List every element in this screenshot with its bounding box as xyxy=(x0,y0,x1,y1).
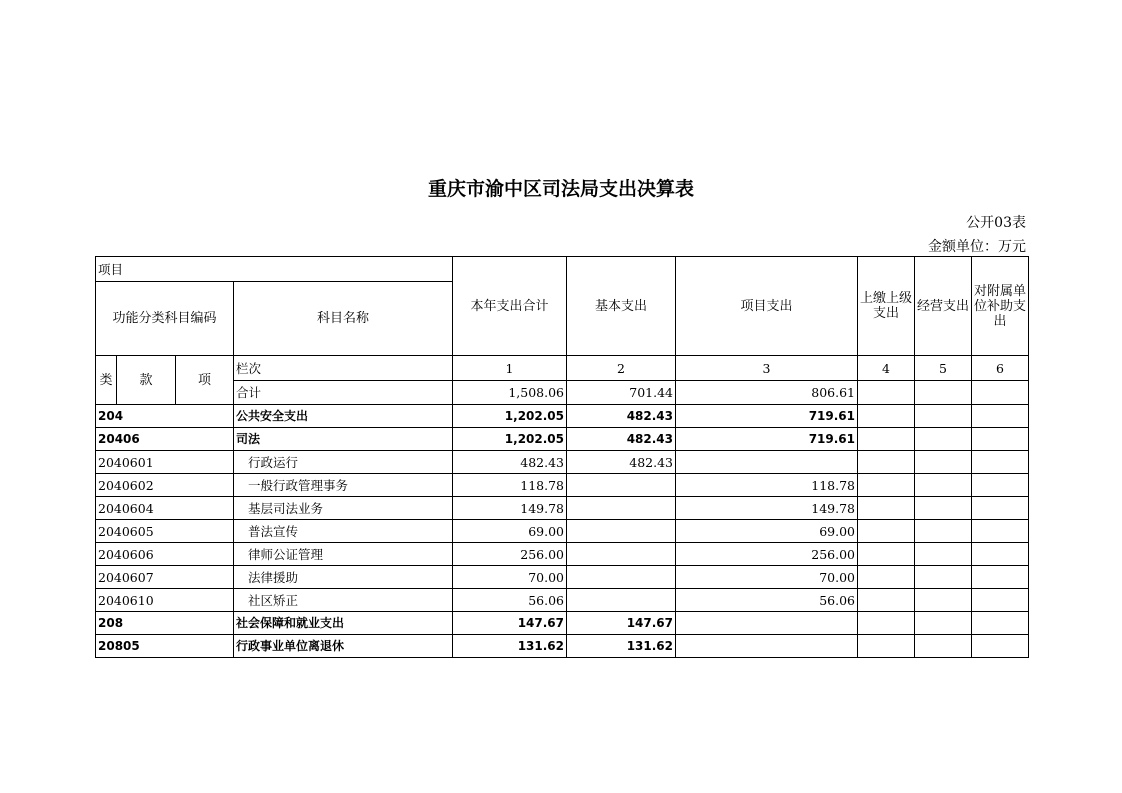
empty-cell xyxy=(858,635,915,658)
header-col-business: 经营支出 xyxy=(915,257,972,356)
row-name: 公共安全支出 xyxy=(234,405,453,428)
header-func-code: 功能分类科目编码 xyxy=(96,282,234,356)
empty-cell xyxy=(915,520,972,543)
expenditure-table xyxy=(95,256,1029,658)
row-basic xyxy=(567,520,676,543)
row-name: 行政事业单位离退休 xyxy=(234,635,453,658)
empty-cell xyxy=(972,543,1029,566)
row-total: 482.43 xyxy=(453,451,567,474)
row-total: 56.06 xyxy=(453,589,567,612)
col-number: 2 xyxy=(567,356,676,381)
empty-cell xyxy=(858,381,915,405)
empty-cell xyxy=(858,497,915,520)
row-basic xyxy=(567,566,676,589)
total-value: 806.61 xyxy=(676,381,858,405)
empty-cell xyxy=(972,381,1029,405)
row-code: 20805 xyxy=(96,635,234,658)
row-name: 社区矫正 xyxy=(234,589,453,612)
header-kuan: 款 xyxy=(117,356,176,405)
empty-cell xyxy=(858,474,915,497)
row-basic xyxy=(567,543,676,566)
empty-cell xyxy=(972,566,1029,589)
row-project: 719.61 xyxy=(676,428,858,451)
row-total: 149.78 xyxy=(453,497,567,520)
table-body xyxy=(96,257,1029,658)
empty-cell xyxy=(972,635,1029,658)
col-number: 3 xyxy=(676,356,858,381)
header-xiang: 项 xyxy=(176,356,234,405)
row-name: 基层司法业务 xyxy=(234,497,453,520)
empty-cell xyxy=(915,635,972,658)
empty-cell xyxy=(972,520,1029,543)
row-total: 69.00 xyxy=(453,520,567,543)
header-project: 项目 xyxy=(96,257,453,282)
header-col-basic: 基本支出 xyxy=(567,257,676,356)
empty-cell xyxy=(915,566,972,589)
row-project xyxy=(676,612,858,635)
table-row xyxy=(96,497,1029,520)
row-total: 1,202.05 xyxy=(453,405,567,428)
total-label: 合计 xyxy=(234,381,453,405)
total-value: 701.44 xyxy=(567,381,676,405)
empty-cell xyxy=(915,497,972,520)
amount-unit: 金额单位：万元 xyxy=(928,239,1026,255)
row-project: 118.78 xyxy=(676,474,858,497)
header-lei: 类 xyxy=(96,356,117,405)
row-basic xyxy=(567,589,676,612)
table-row xyxy=(96,428,1029,451)
header-col-project: 项目支出 xyxy=(676,257,858,356)
page-title: 重庆市渝中区司法局支出决算表 xyxy=(427,178,694,200)
table-row xyxy=(96,635,1029,658)
row-code: 2040606 xyxy=(96,543,234,566)
empty-cell xyxy=(858,520,915,543)
row-total: 147.67 xyxy=(453,612,567,635)
empty-cell xyxy=(858,405,915,428)
row-code: 204 xyxy=(96,405,234,428)
row-basic: 131.62 xyxy=(567,635,676,658)
total-value: 1,508.06 xyxy=(453,381,567,405)
row-code: 2040604 xyxy=(96,497,234,520)
empty-cell xyxy=(858,566,915,589)
empty-cell xyxy=(915,451,972,474)
empty-cell xyxy=(972,497,1029,520)
empty-cell xyxy=(972,405,1029,428)
header-col-total: 本年支出合计 xyxy=(453,257,567,356)
row-name: 法律援助 xyxy=(234,566,453,589)
table-row xyxy=(96,543,1029,566)
row-total: 70.00 xyxy=(453,566,567,589)
empty-cell xyxy=(915,543,972,566)
empty-cell xyxy=(915,589,972,612)
row-project: 69.00 xyxy=(676,520,858,543)
row-code: 20406 xyxy=(96,428,234,451)
row-total: 1,202.05 xyxy=(453,428,567,451)
row-total: 118.78 xyxy=(453,474,567,497)
empty-cell xyxy=(972,428,1029,451)
empty-cell xyxy=(915,381,972,405)
row-basic: 482.43 xyxy=(567,428,676,451)
empty-cell xyxy=(915,612,972,635)
row-basic xyxy=(567,474,676,497)
row-basic: 147.67 xyxy=(567,612,676,635)
empty-cell xyxy=(972,474,1029,497)
row-code: 2040607 xyxy=(96,566,234,589)
row-code: 208 xyxy=(96,612,234,635)
row-total: 256.00 xyxy=(453,543,567,566)
empty-cell xyxy=(972,451,1029,474)
row-code: 2040602 xyxy=(96,474,234,497)
table-row xyxy=(96,405,1029,428)
col-number: 5 xyxy=(915,356,972,381)
row-project xyxy=(676,635,858,658)
header-col-superior: 上缴上级支出 xyxy=(858,257,915,356)
row-project: 719.61 xyxy=(676,405,858,428)
header-subject-name: 科目名称 xyxy=(234,282,453,356)
row-name: 普法宣传 xyxy=(234,520,453,543)
empty-cell xyxy=(915,405,972,428)
row-project: 56.06 xyxy=(676,589,858,612)
empty-cell xyxy=(972,589,1029,612)
empty-cell xyxy=(858,428,915,451)
empty-cell xyxy=(858,451,915,474)
row-total: 131.62 xyxy=(453,635,567,658)
table-row xyxy=(96,566,1029,589)
row-basic: 482.43 xyxy=(567,451,676,474)
row-name: 司法 xyxy=(234,428,453,451)
col-number: 1 xyxy=(453,356,567,381)
col-number: 6 xyxy=(972,356,1029,381)
form-code: 公开03表 xyxy=(966,215,1026,231)
row-name: 社会保障和就业支出 xyxy=(234,612,453,635)
empty-cell xyxy=(915,474,972,497)
row-name: 行政运行 xyxy=(234,451,453,474)
table-row xyxy=(96,451,1029,474)
header-lanci: 栏次 xyxy=(234,356,453,381)
row-project: 149.78 xyxy=(676,497,858,520)
table-row xyxy=(96,474,1029,497)
row-name: 律师公证管理 xyxy=(234,543,453,566)
row-name: 一般行政管理事务 xyxy=(234,474,453,497)
row-code: 2040605 xyxy=(96,520,234,543)
empty-cell xyxy=(858,589,915,612)
header-col-subsidy: 对附属单位补助支出 xyxy=(972,257,1029,356)
row-project: 70.00 xyxy=(676,566,858,589)
row-code: 2040601 xyxy=(96,451,234,474)
empty-cell xyxy=(858,612,915,635)
row-code: 2040610 xyxy=(96,589,234,612)
empty-cell xyxy=(972,612,1029,635)
col-number: 4 xyxy=(858,356,915,381)
row-project: 256.00 xyxy=(676,543,858,566)
empty-cell xyxy=(915,428,972,451)
table-row xyxy=(96,520,1029,543)
empty-cell xyxy=(858,543,915,566)
row-basic xyxy=(567,497,676,520)
row-project xyxy=(676,451,858,474)
row-basic: 482.43 xyxy=(567,405,676,428)
table-row xyxy=(96,589,1029,612)
table-row xyxy=(96,612,1029,635)
